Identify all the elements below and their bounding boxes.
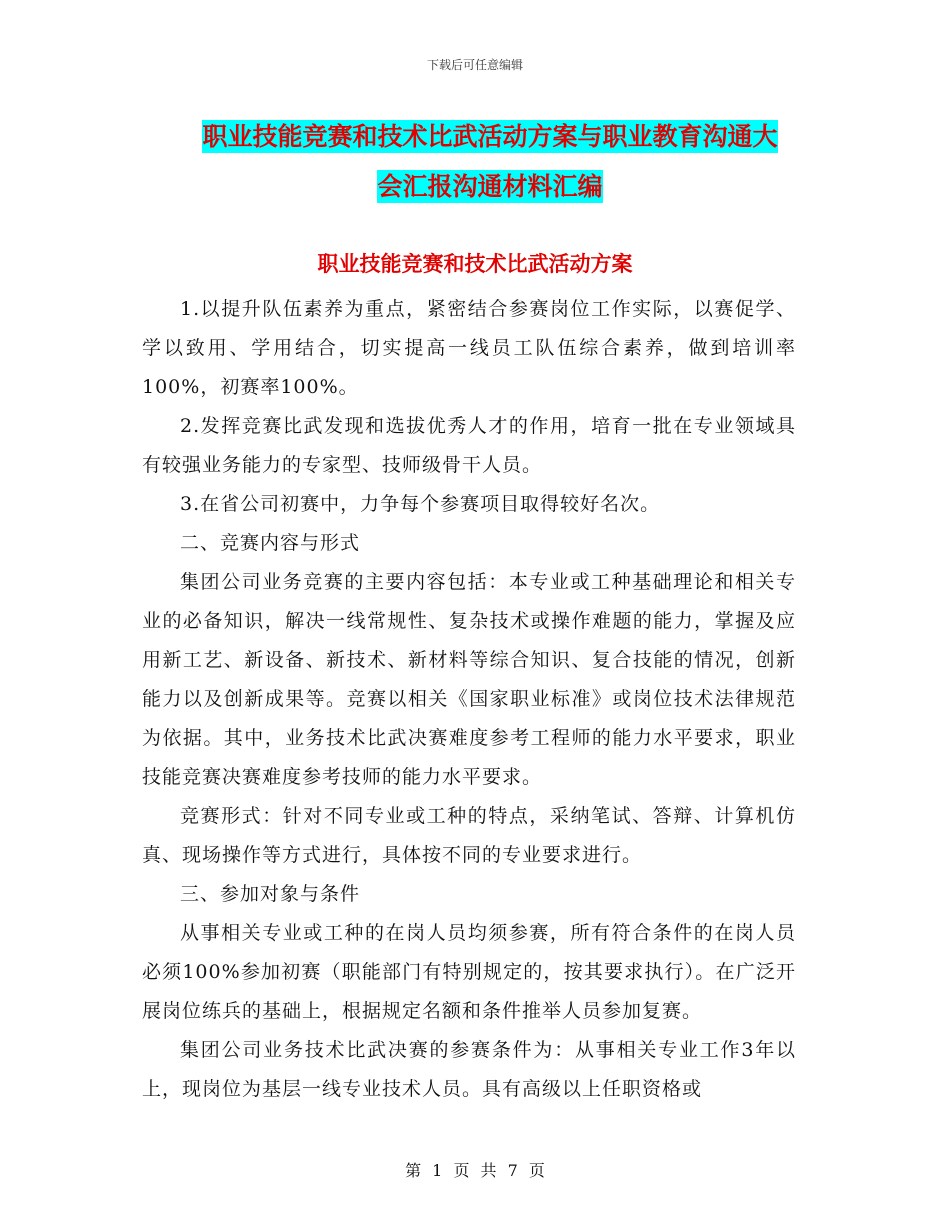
paragraph: 3.在省公司初赛中，力争每个参赛项目取得较好名次。	[180, 493, 661, 515]
document-title-line-1: 职业技能竞赛和技术比武活动方案与职业教育沟通大	[202, 122, 778, 151]
paragraph: 2.发挥竞赛比武发现和选拔优秀人才的作用，培育一批在专业领域具有较强业务能力的专家型、技师级骨干人员。	[142, 415, 796, 476]
document-title-line-2: 会汇报沟通材料汇编	[377, 172, 603, 201]
section-heading: 二、竞赛内容与形式	[180, 532, 361, 554]
body-text	[142, 290, 796, 1109]
section-heading: 三、参加对象与条件	[180, 883, 361, 905]
paragraph: 集团公司业务竞赛的主要内容包括：本专业或工种基础理论和相关专业的必备知识，解决一线常规性、复杂技术或操作难题的能力，掌握及应用新工艺、新设备、新技术、新材料等综合知识、复合技能的情况，创新能力以及创新成果等。竞赛以相关《国家职业标准》或岗位技术法律规范为依据。其中，业务技术比武决赛难度参考工程师的能力水平要求，职业技能竞赛决赛难度参考技师的能力水平要求。	[142, 571, 796, 788]
header-note: 下载后可任意编辑	[426, 58, 523, 72]
paragraph: 竞赛形式：针对不同专业或工种的特点，采纳笔试、答辩、计算机仿真、现场操作等方式进行，具体按不同的专业要求进行。	[142, 805, 796, 866]
document-title	[140, 112, 840, 212]
paragraph: 1.以提升队伍素养为重点，紧密结合参赛岗位工作实际，以赛促学、学以致用、学用结合，切实提高一线员工队伍综合素养，做到培训率100%，初赛率100%。	[142, 298, 796, 398]
paragraph: 从事相关专业或工种的在岗人员均须参赛，所有符合条件的在岗人员必须100%参加初赛（职能部门有特别规定的，按其要求执行）。在广泛开展岗位练兵的基础上，根据规定名额和条件推举人员参加复赛。	[142, 922, 796, 1022]
page-footer: 第 1 页 共 7 页	[405, 1161, 545, 1180]
paragraph: 集团公司业务技术比武决赛的参赛条件为：从事相关专业工作3年以上，现岗位为基层一线专业技术人员。具有高级以上任职资格或	[142, 1039, 796, 1100]
section-title: 职业技能竞赛和技术比武活动方案	[317, 251, 633, 276]
